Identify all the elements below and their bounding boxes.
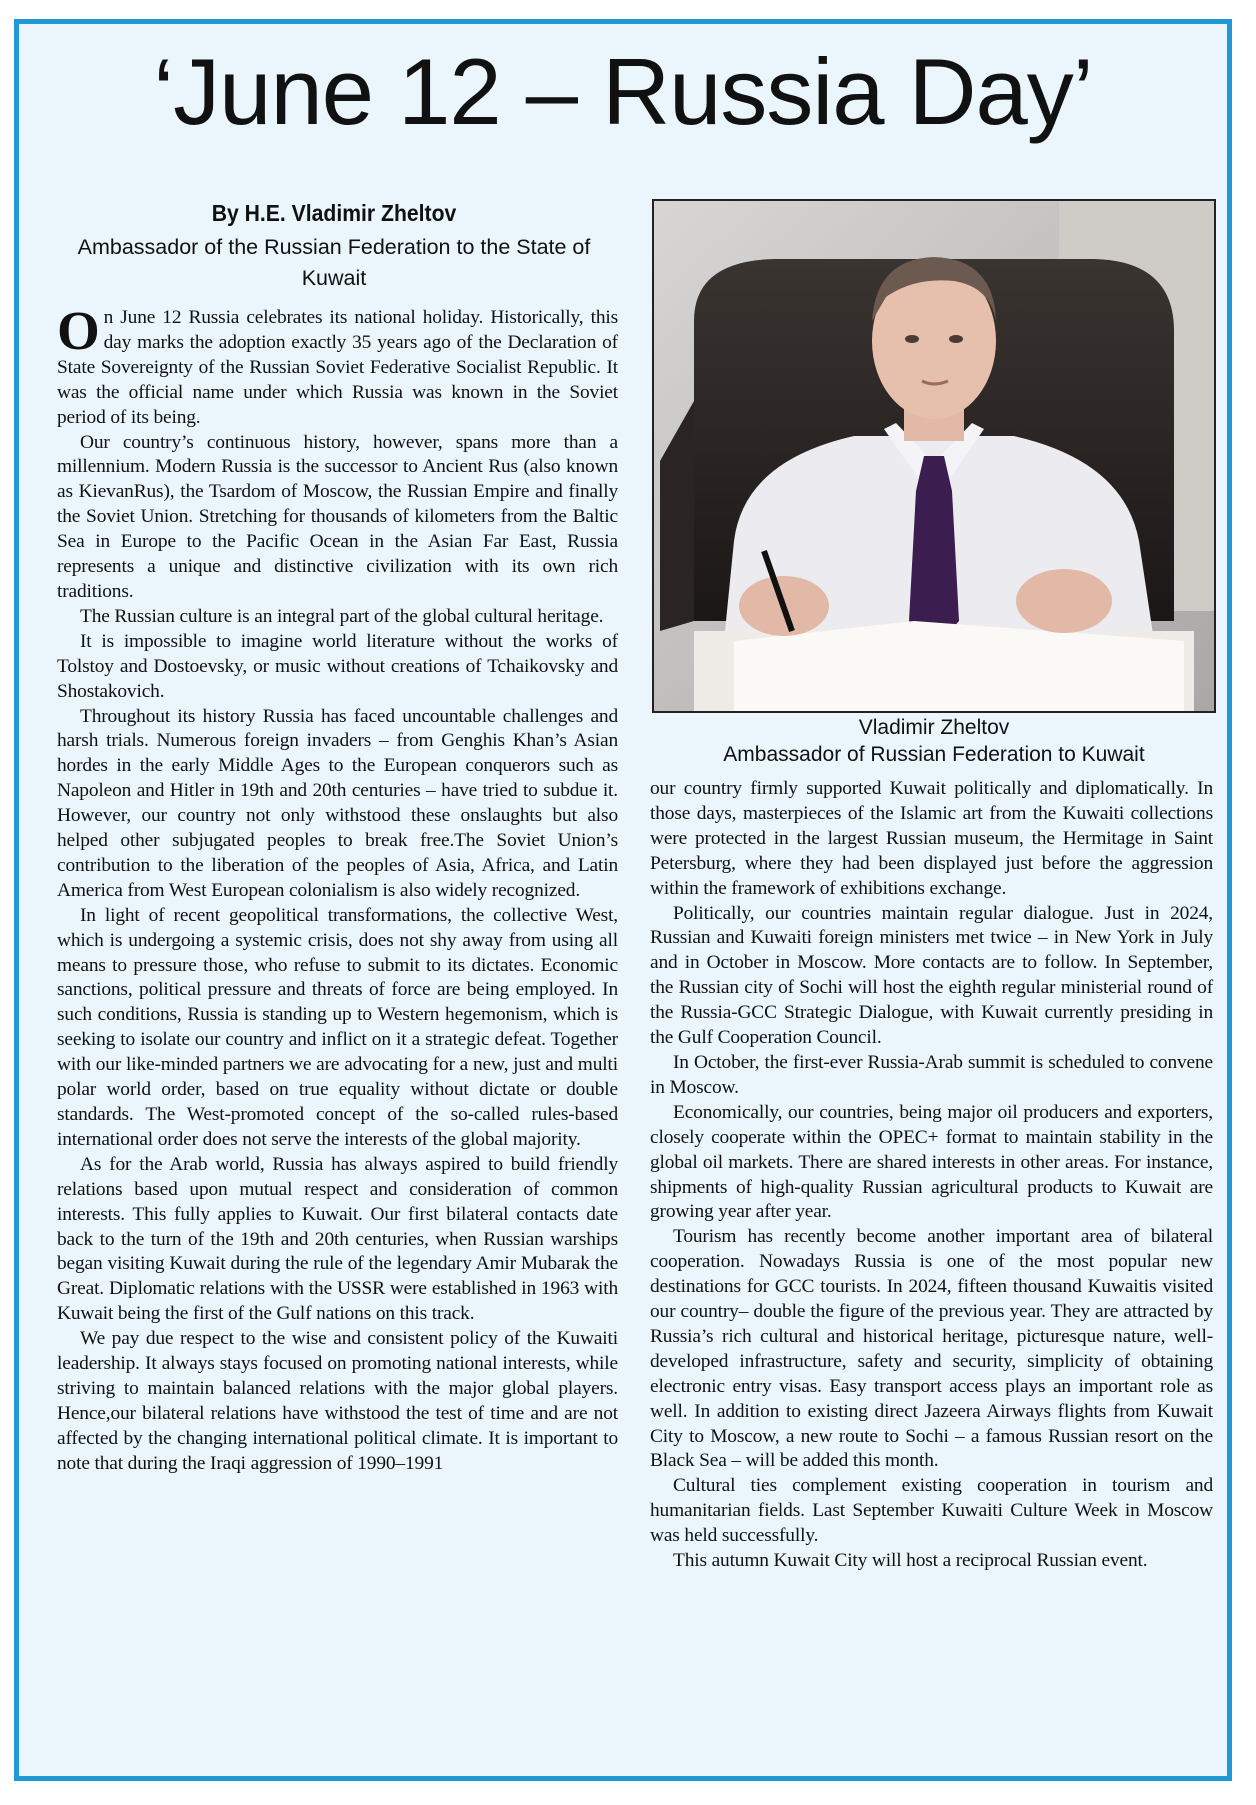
paragraph: On June 12 Russia celebrates its national holiday. Historically, this day marks the adoption exactly 35 years ago of the Declaration of State Sovereignty of the Russian Soviet Federative Socialist Republic. It was the official name under which Russia was known in the Soviet period of its being. <box>57 300 618 428</box>
article-frame <box>14 19 1232 1781</box>
paragraph: This autumn Kuwait City will host a reciprocal Russian event. <box>673 1550 1148 1572</box>
drop-cap: O <box>57 300 100 361</box>
byline: By H.E. Vladimir Zheltov <box>211 200 457 226</box>
caption-name: Vladimir Zheltov <box>858 716 1010 739</box>
paragraph: In October, the first-ever Russia-Arab summit is scheduled to convene in Moscow. <box>650 1051 1213 1098</box>
paragraph: our country firmly supported Kuwait politically and diplomatically. In those days, masterpieces of the Islamic art from the Kuwaiti collections were protected in the largest Russian museum, the Hermitage in Saint Petersburg, where they had been displayed just before the aggression within the framework of exhibitions exchange. <box>650 778 1213 899</box>
paragraph: Cultural ties complement existing cooperation in tourism and humanitarian fields. Last September Kuwaiti Culture Week in Moscow was held successfully. <box>650 1475 1213 1547</box>
paragraph: It is impossible to imagine world literature without the works of Tolstoy and Dostoevsky, or music without creations of Tchaikovsky and Shostakovich. <box>57 630 618 702</box>
portrait-illustration <box>654 201 1214 711</box>
article-column-left <box>57 300 618 1477</box>
ambassador-photo <box>652 199 1216 713</box>
article-column-right <box>650 777 1213 1574</box>
headline: ‘June 12 – Russia Day’ <box>153 39 1093 144</box>
paragraph: Economically, our countries, being major oil producers and exporters, closely cooperate within the OPEC+ format to maintain stability in the global oil markets. There are shared interests in other areas. For instance, shipments of high-quality Russian agricultural products to Kuwait are growing year after year. <box>650 1101 1213 1223</box>
paragraph: The Russian culture is an integral part of the global cultural heritage. <box>80 605 604 627</box>
paragraph: As for the Arab world, Russia has always aspired to build friendly relations based upon mutual respect and consideration of common interests. This fully applies to Kuwait. Our first bilateral contacts date back to the turn of the 19th and 20th centuries, when Russian warships began visiting Kuwait during the rule of the legendary Amir Mubarak the Great. Diplomatic relations with the USSR were established in 1963 with Kuwait being the first of the Gulf nations on this track. <box>57 1153 618 1325</box>
paragraph: Politically, our countries maintain regular dialogue. Just in 2024, Russian and Kuwaiti foreign ministers met twice – in New York in July and in October in Moscow. More contacts are to follow. In September, the Russian city of Sochi will host the eighth regular ministerial round of the Russia-GCC Strategic Dialogue, with Kuwait currently presiding in the Gulf Cooperation Council. <box>650 902 1213 1049</box>
paragraph: In light of recent geopolitical transformations, the collective West, which is undergoing a systemic crisis, does not shy away from using all means to pressure those, who refuse to submit to its dictates. Economic sanctions, political pressure and threats of force are being employed. In such conditions, Russia is standing up to Western hegemonism, which is seeking to isolate our country and inflict on it a strategic defeat. Together with our like-minded partners we are advocating for a new, just and multi polar world order, based on true equality without dictate or double standards. The West-promoted concept of the so-called rules-based international order does not serve the interests of the global majority. <box>57 904 618 1150</box>
paragraph: We pay due respect to the wise and consistent policy of the Kuwaiti leadership. It always stays focused on promoting national interests, while striving to maintain balanced relations with the major global players. Hence,our bilateral relations have withstood the test of time and are not affected by the changing international political climate. It is important to note that during the Iraqi aggression of 1990–1991 <box>57 1328 618 1474</box>
caption-title: Ambassador of Russian Federation to Kuwait <box>723 743 1145 766</box>
photo-caption <box>652 714 1216 768</box>
paragraph: Our country’s continuous history, however, spans more than a millennium. Modern Russia is the successor to Ancient Rus (also known as KievanRus), the Tsardom of Moscow, the Russian Empire and finally the Soviet Union. Stretching for thousands of kilometers from the Baltic Sea in Europe to the Pacific Ocean in the Asian Far East, Russia represents a unique and distinctive civilization with its own rich traditions. <box>57 431 618 602</box>
paragraph: Throughout its history Russia has faced uncountable challenges and harsh trials. Numerous foreign invaders – from Genghis Khan’s Asian hordes in the early Middle Ages to the European conquerors such as Napoleon and Hitler in 19th and 20th centuries – have tried to subdue it. However, our country not only withstood these onslaughts but also helped other subjugated peoples to break free.The Soviet Union’s contribution to the liberation of the peoples of Asia, Africa, and Latin America from West European colonialism is also widely recognized. <box>57 705 618 901</box>
paragraph: Tourism has recently become another important area of bilateral cooperation. Nowadays Russia is one of the most popular new destinations for GCC tourists. In 2024, fifteen thousand Kuwaitis visited our country– double the figure of the previous year. They are attracted by Russia’s rich cultural and historical heritage, picturesque nature, well-developed infrastructure, safety and security, simplicity of obtaining electronic entry visas. Easy transport access plays an important role as well. In addition to existing direct Jazeera Airways flights from Kuwait City to Moscow, a new route to Sochi – a famous Russian resort on the Black Sea – will be added this month. <box>650 1226 1213 1472</box>
author-role: Ambassador of the Russian Federation to the State of Kuwait <box>77 235 591 290</box>
